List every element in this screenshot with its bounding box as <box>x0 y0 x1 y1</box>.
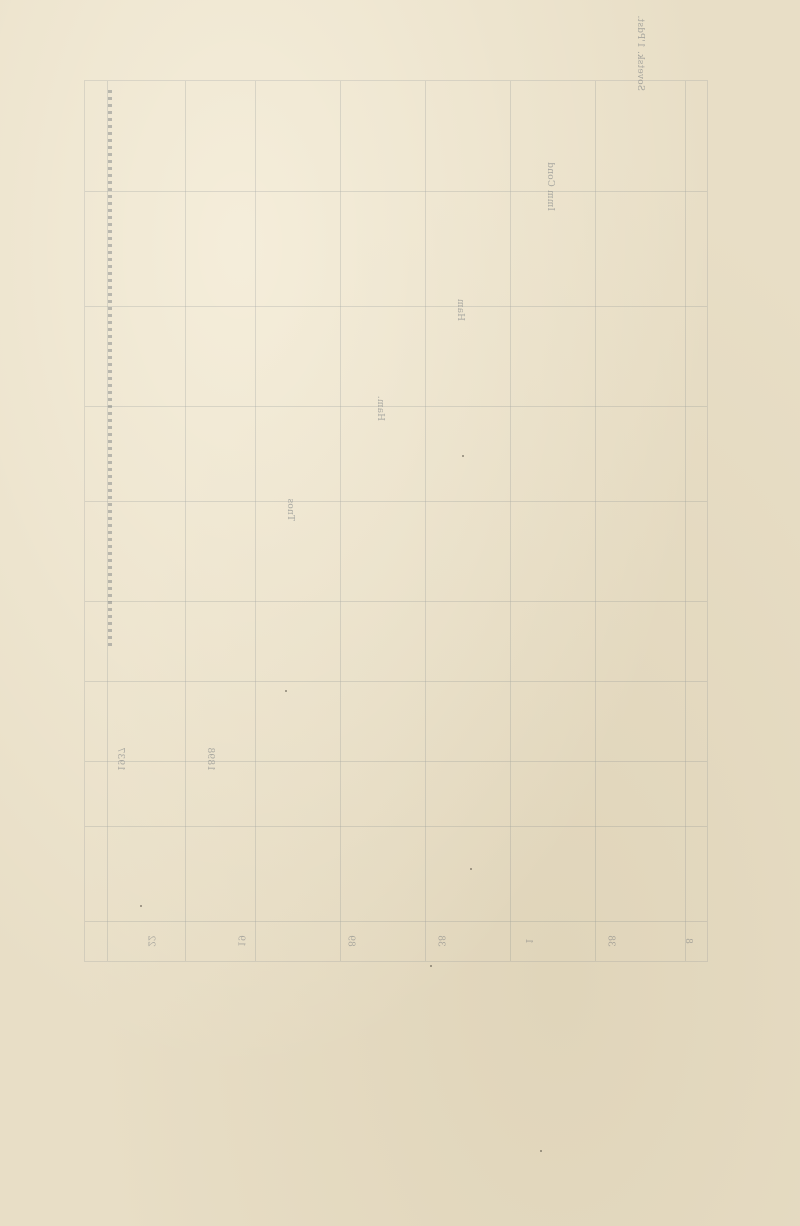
bleed-text: Ham <box>455 298 465 321</box>
table-rule <box>85 406 707 407</box>
table-rule <box>85 601 707 602</box>
table-rule <box>85 681 707 682</box>
paper-speck <box>430 965 432 967</box>
row-number: 89 <box>345 935 356 947</box>
perforation-line <box>108 90 112 650</box>
row-number: 1 <box>522 938 533 944</box>
table-rule <box>85 306 707 307</box>
table-rule <box>85 761 707 762</box>
paper-speck <box>462 455 464 457</box>
paper-speck <box>470 868 472 870</box>
row-number: 38 <box>605 935 616 947</box>
row-number: 8 <box>682 938 693 944</box>
table-rule <box>85 191 707 192</box>
table-column-rule <box>595 81 596 961</box>
paper-speck <box>140 905 142 907</box>
table-column-rule <box>425 81 426 961</box>
paper-speck <box>285 690 287 692</box>
table-rule <box>85 921 707 922</box>
bleed-through-table <box>84 15 708 962</box>
bleed-text: Imm Cond <box>545 162 555 211</box>
row-number: 38 <box>435 935 446 947</box>
table-column-rule <box>510 81 511 961</box>
table-rule <box>85 501 707 502</box>
bleed-text: Ham. <box>375 395 385 421</box>
row-number: 22 <box>145 935 156 947</box>
table-column-rule <box>255 81 256 961</box>
bleed-text: Sovetsk. 1'Pdst. <box>635 15 645 91</box>
table-column-rule <box>685 81 686 961</box>
row-number: 19 <box>235 935 246 947</box>
bleed-text: Tnos <box>285 498 295 521</box>
table-rule <box>85 826 707 827</box>
table-column-rule <box>340 81 341 961</box>
bleed-text: 1937 <box>115 747 125 771</box>
table-column-rule <box>185 81 186 961</box>
bleed-text: 1898 <box>205 747 215 771</box>
paper-speck <box>540 1150 542 1152</box>
